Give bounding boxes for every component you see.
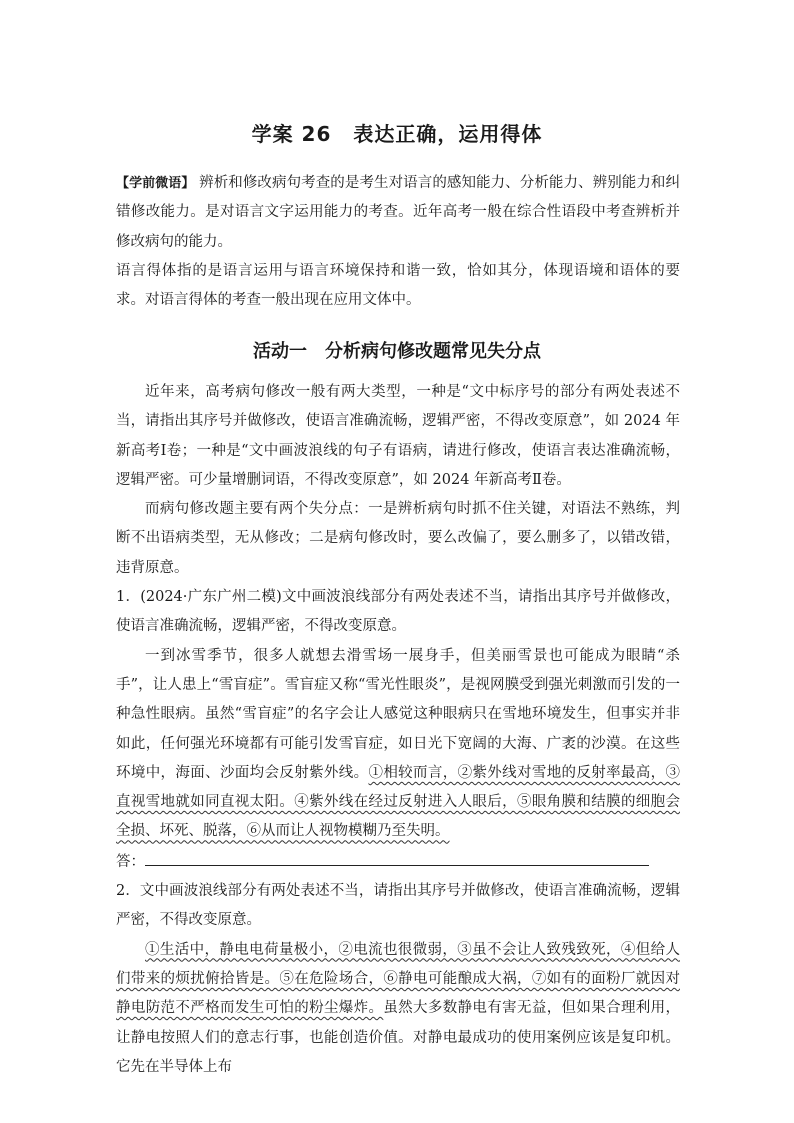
question-2-wavy-text: ①生活中，静电电荷量极小，②电流也很微弱，③虽不会让人致残致死，④但给人们带来的烦扰俯拾皆是。⑤在危险场合，⑥静电可能酿成大祸，⑦如有的面粉厂就因对静电防范不严格而发生可怕的粉尘爆炸。 [116, 941, 680, 1017]
body-paragraph-1: 近年来，高考病句修改一般有两大类型，一种是“文中标序号的部分有两处表述不当，请指出其序号并做修改，使语言准确流畅，逻辑严密，不得改变原意”，如 2024 年新高考Ⅰ卷；一种是“文中画波浪线的句子有语病，请进行修改，使语言表达准确流畅，逻辑严密。可少量增删词语，不得改变原意”，如 2024 年新高考Ⅱ卷。 [116, 384, 680, 488]
question-1-passage [116, 642, 680, 847]
question-2: 2．文中画波浪线部分有两处表述不当，请指出其序号并做修改，使语言准确流畅，逻辑严密，不得改变原意。 [116, 883, 680, 929]
intro-block [116, 169, 680, 315]
question-2-passage-text: 虽然大多数静电有害无益，但如果合理利用，让静电按照人们的意志行事，也能创造价值。对静电最成功的使用案例应该是复印机。它先在半导体上布 [116, 1000, 681, 1075]
answer-row [116, 847, 680, 877]
main-content [116, 378, 680, 1082]
page-title [0, 118, 794, 147]
intro-paragraph-1: 辨析和修改病句考查的是考生对语言的感知能力、分析能力、辨别能力和纠错修改能力。是对语言文字运用能力的考查。近年高考一般在综合性语段中考查辨析并修改病句的能力。 [116, 175, 680, 250]
question-2-passage [116, 936, 680, 1082]
question-1: 1．(2024·广东广州二模)文中画波浪线部分有两处表述不当，请指出其序号并做修改，使语言准确流畅，逻辑严密，不得改变原意。 [116, 589, 680, 635]
intro-label: 【学前微语】 [116, 176, 195, 191]
answer-label: 答： [116, 853, 145, 870]
answer-line[interactable] [145, 847, 649, 866]
section-title [0, 337, 794, 363]
title-sub: 表达正确，运用得体 [353, 122, 543, 146]
intro-paragraph-2: 语言得体指的是语言运用与语言环境保持和谐一致，恰如其分，体现语境和语体的要求。对语言得体的考查一般出现在应用文体中。 [116, 262, 680, 309]
question-1-wavy-text: ①相较而言，②紫外线对雪地的反射率最高，③直视雪地就如同直视太阳。④紫外线在经过反射进入人眼后，⑤眼角膜和结膜的细胞会全损、坏死、脱落，⑥从而让人视物模糊乃至失明。 [116, 764, 681, 840]
section-name: 分析病句修改题常见失分点 [325, 341, 541, 362]
question-1-passage-text: 一到冰雪季节，很多人就想去滑雪场一展身手，但美丽雪景也可能成为眼睛“杀手”，让人患上“雪盲症”。雪盲症又称“雪光性眼炎”，是视网膜受到强光刺激而引发的一种急性眼病。虽然“雪盲症”的名字会让人感觉这种眼病只在雪地环境发生，但事实并非如此，任何强光环境都有可能引发雪盲症，如日光下宽阔的大海、广袤的沙漠。在这些环境中，海面、沙面均会反射紫外线。 [116, 647, 680, 781]
title-main: 学案 26 [251, 122, 332, 146]
body-paragraph-2: 而病句修改题主要有两个失分点：一是辨析病句时抓不住关键，对语法不熟练，判断不出语病类型，无从修改；二是病句修改时，要么改偏了，要么删多了，以错改错，违背原意。 [116, 501, 680, 576]
section-number: 活动一 [253, 341, 307, 362]
